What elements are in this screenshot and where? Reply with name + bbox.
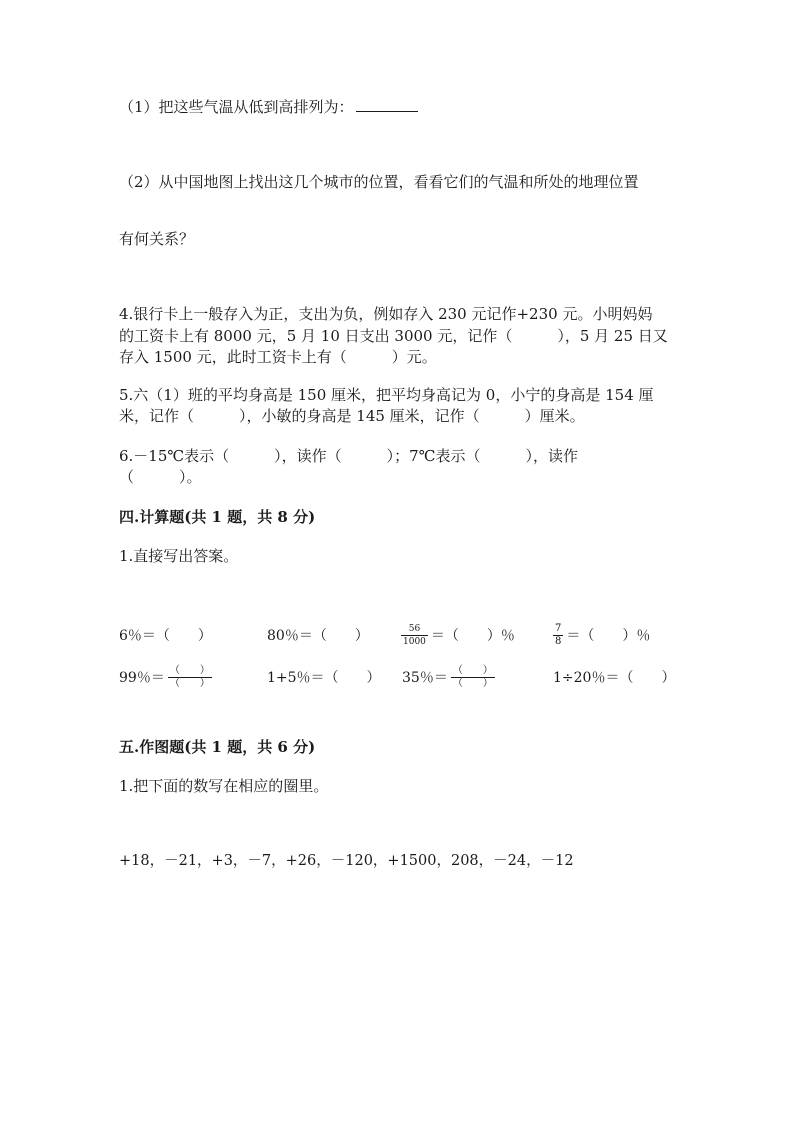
numerator: 56 (408, 623, 421, 634)
calc-item-35-percent (402, 662, 498, 692)
section-4-question: 1.直接写出答案。 (119, 547, 239, 565)
denominator-blank[interactable]: （ ） (169, 677, 210, 689)
denominator: 8 (555, 635, 562, 647)
calc-item-7-over-8 (550, 620, 650, 650)
fraction-blank[interactable] (168, 665, 212, 690)
problem-6-line-1: 6.－15℃表示（ ），读作（ ）；7℃表示（ ），读作 (119, 447, 579, 465)
calc-item-56-over-1000 (398, 620, 515, 650)
calc-item-80-percent: 80％＝（ ） (267, 628, 369, 644)
fraction-blank[interactable] (451, 665, 495, 690)
answer-blank[interactable] (356, 97, 418, 112)
number-list: +18，－21，+3，－7，+26，－120，+1500，208，－24，－12 (119, 853, 574, 869)
problem-5-line-2: 米，记作（ ），小敏的身高是 145 厘米，记作（ ）厘米。 (119, 407, 585, 425)
question-1-text: （1）把这些气温从低到高排列为： (119, 98, 354, 116)
denominator: 1000 (403, 636, 426, 647)
calc-item-6-percent: 6％＝（ ） (119, 628, 212, 644)
calc-left: 35％＝ (402, 670, 448, 686)
calc-item-1-div-20-percent: 1÷20％＝（ ） (553, 670, 676, 686)
calc-rest: ＝（ ）％ (430, 628, 515, 644)
calc-rest: ＝（ ）％ (566, 628, 651, 644)
fraction (401, 623, 428, 648)
calc-item-1-plus-5-percent: 1+5％＝（ ） (267, 670, 381, 686)
calc-left: 99％＝ (119, 670, 165, 686)
numerator: 7 (555, 622, 562, 634)
problem-4-line-3: 存入 1500 元，此时工资卡上有（ ）元。 (119, 348, 437, 366)
denominator-blank[interactable]: （ ） (452, 677, 493, 689)
section-5-heading: 五.作图题(共 1 题，共 6 分) (119, 738, 316, 756)
problem-4-line-1: 4.银行卡上一般存入为正，支出为负，例如存入 230 元记作+230 元。小明妈妈 (119, 305, 653, 323)
question-2-line-1: （2）从中国地图上找出这几个城市的位置，看看它们的气温和所处的地理位置 (119, 173, 639, 191)
problem-5-line-1: 5.六（1）班的平均身高是 150 厘米，把平均身高记为 0，小宁的身高是 154 厘 (119, 386, 654, 404)
section-4-heading: 四.计算题(共 1 题，共 8 分) (119, 508, 316, 526)
numerator-blank[interactable]: （ ） (169, 664, 210, 676)
problem-4-line-2: 的工资卡上有 8000 元，5 月 10 日支出 3000 元，记作（ ），5 月 25 日又 (119, 327, 668, 345)
calc-item-99-percent (119, 662, 215, 692)
section-5-question: 1.把下面的数写在相应的圈里。 (119, 777, 329, 795)
problem-6-line-2: （ ）。 (119, 468, 202, 486)
numerator-blank[interactable]: （ ） (452, 664, 493, 676)
question-2-line-2: 有何关系？ (119, 230, 195, 248)
question-1 (119, 97, 418, 117)
fraction (553, 623, 563, 648)
